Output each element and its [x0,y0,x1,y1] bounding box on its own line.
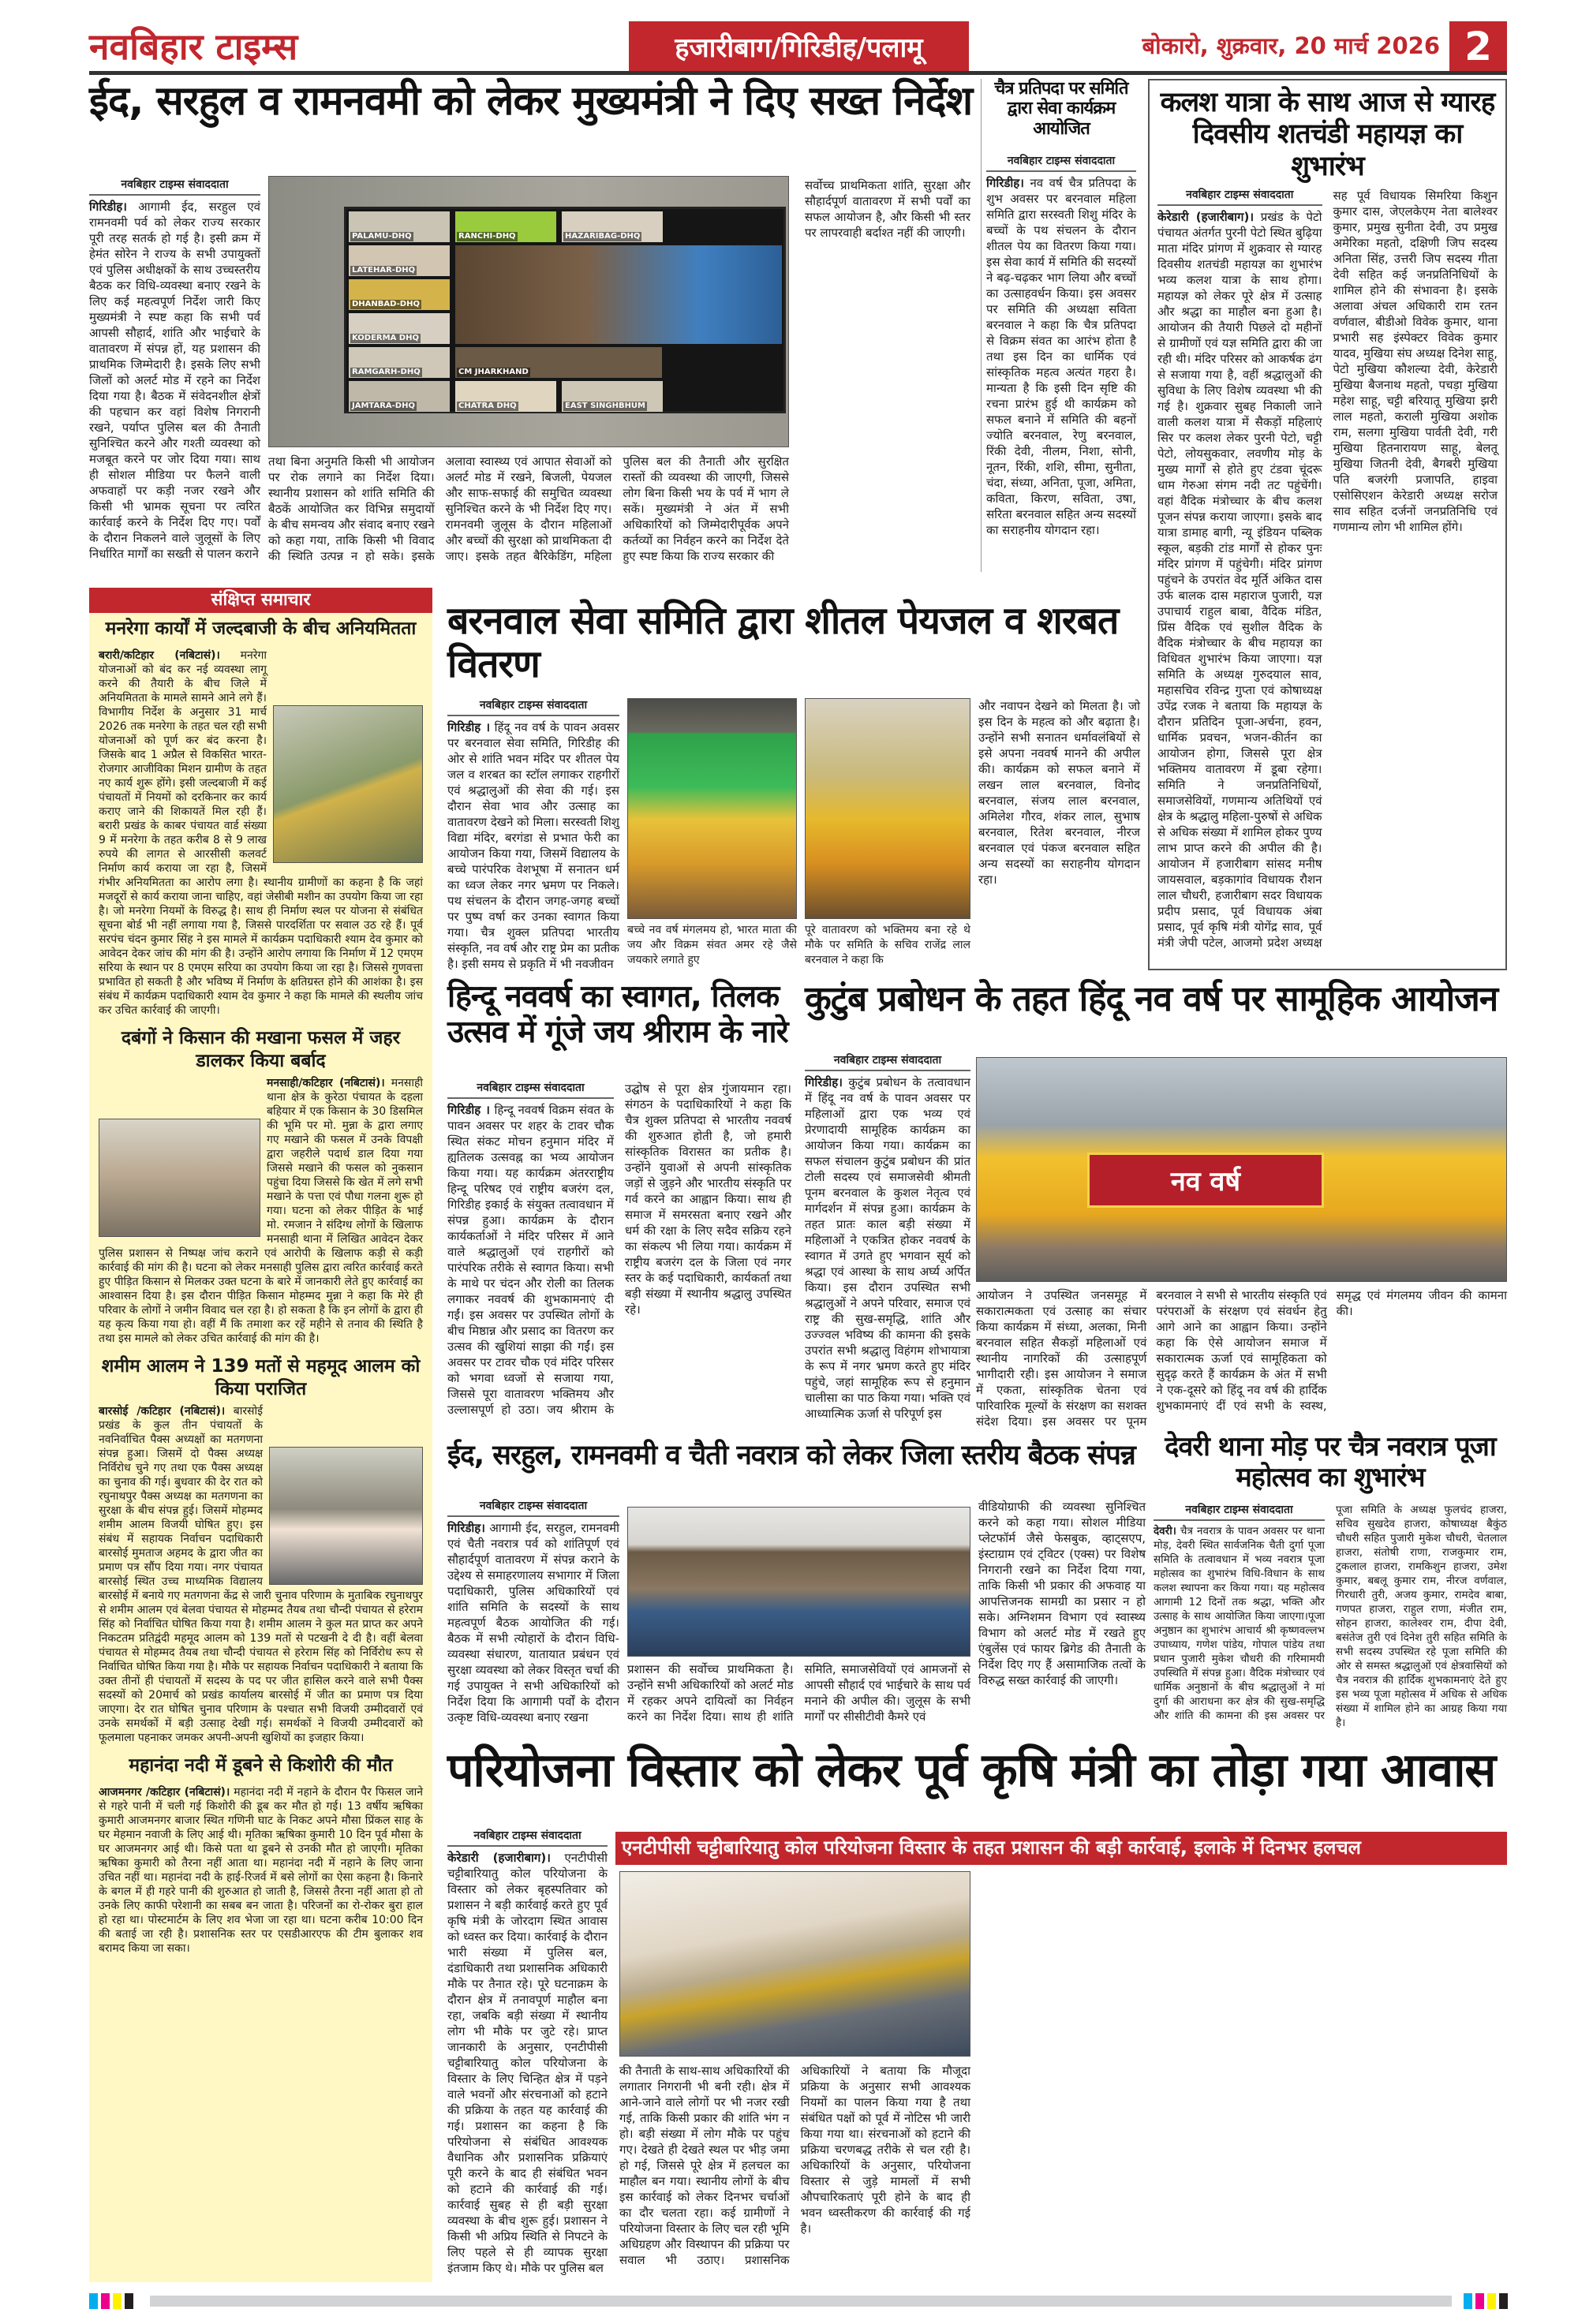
color-swatch [1499,2293,1508,2309]
devri-headline: देवरी थाना मोड़ पर चैत्र नवरात्र पूजा महोत्सव का शुभारंभ [1165,1431,1496,1494]
ntpc-headline: परियोजना विस्तार को लेकर पूर्व कृषि मंत्री का तोड़ा गया आवास [447,1743,1496,1797]
color-swatch [1487,2293,1496,2309]
devri-body: चैत्र नवरात्र के पावन अवसर पर थाना मोड़, देवरी स्थित सार्वजनिक चैती दुर्गा पूजा समिति के तत्वावधान में भव्य नवरात्र पूजा महोत्सव का शुभारंभ विधि-विधान के साथ कलश स्थापना कर किया गया। यह महोत्सव आगामी 12 दिनों तक श्रद्धा, भक्ति और उत्साह के साथ आयोजित किया जाएगा।पूजा अनुष्ठान का शुभारंभ आचार्य श्री कृष्णवल्लभ उपाध्याय, गणेश पांडेय, गोपाल पांडेय तथा प्रधान पुजारी मुकेश चौधरी की गरिमामयी उपस्थिति में संपन्न हुआ। वैदिक मंत्रोच्चार एवं धार्मिक अनुष्ठानों के बीच श्रद्धालुओं ने मां दुर्गा की आराधना कर क्षेत्र की सुख-समृद्धि और शांति की कामना की इस अवसर पर पूजा समिति के अध्यक्ष फुलचंद हाजरा, सचिव सुखदेव हाजरा, कोषाध्यक्ष बैकुंठ चौधरी सहित पुजारी मुकेश चौधरी, चेतलाल हाजरा, संतोषी राणा, राजकुमार राम, टुकलाल हाजरा, रामकिशुन हाजरा, उमेश कुमार, बबलू कुमार राम, नीरज वर्णवाल, गिरधारी तुरी, अजय कुमार, रामदेव बाबा, गणपत हाजरा, राहुल राणा, मंजीत राम, सोहन हाजरा, कालेश्वर राम, दीपा देवी, बसंतेज तुरी एवं दिनेश तुरी सहित समिति के सभी सदस्य उपस्थित रहे पूजा समिति की ओर से समस्त श्रद्धालुओं एवं क्षेत्रवासियों को चैत्र नवरात्र की हार्दिक शुभकामनाएं देते हुए इस भव्य पूजा महोत्सव में अधिक से अधिक संख्या में शामिल होने का आग्रह किया गया है। [1154,1504,1507,1729]
lead-body-2-box [268,454,789,572]
edition-label: हजारीबाग/गिरिडीह/पलामू [629,21,969,71]
dateline: केरेडारी (हजारीबाग)। [447,1851,551,1865]
brief-headline: मनरेगा कार्यों में जल्दबाजी के बीच अनियमितता [105,618,417,639]
masthead-rule [89,71,1507,75]
color-registration-right [1464,2293,1511,2312]
video-tile-label: CHATRA DHQ [458,402,517,410]
video-tile-label: RANCHI-DHQ [458,232,516,241]
dateline: बरारी/कटिहार (नबिटासं)। [99,649,220,662]
hindu-article [447,1081,791,1432]
barnwal-body-2: और नवापन देखने को मिलता है। जो इस दिन के महत्व को और बढ़ाता है। उन्होंने सभी सनातन धर्मावलंबियों से इसे अपना नववर्ष मानने की अपील की। कार्यक्रम को सफल बनाने में लखन लाल बरनवाल, विनोद बरनवाल, संजय लाल बरनवाल, अमिलेश गौरव, शंकर लाल, सुभाष बरनवाल, रितेश बरनवाल, नीरज बरनवाल एवं पंकज बरनवाल सहित अन्य सदस्यों का सराहनीय योगदान रहा। [978,699,1140,887]
byline: नवबिहार टाइम्स संवाददाता [1154,1503,1325,1521]
video-tile-label: KODERMA DHQ [352,334,419,342]
barnwal-headline: बरनवाल सेवा समिति द्वारा शीतल पेयजल व शरबत वितरण [447,599,1119,687]
page-number: 2 [1449,21,1507,71]
dateline: मनसाही/कटिहार (नबिटासं)। [267,1077,385,1089]
photo-banner: नव वर्ष [1087,1153,1324,1208]
ntpc-subheadline: एनटीपीसी चट्टीबारियातु कोल परियोजना विस्तार के तहत प्रशासन की बड़ी कार्रवाई, इलाके में दिनभर हलचल [615,1832,1507,1865]
barnwal-photo-women-group [805,698,970,919]
chaitra-body: नव वर्ष चैत्र प्रतिपदा के शुभ अवसर पर बरनवाल महिला समिति द्वारा सरस्वती शिशु मंदिर के बच्चों के पथ संचलन के दौरान शीतल पेय का वितरण किया गया। इस सेवा कार्य में समिति की सदस्यों ने बढ़-चढ़कर भाग लिया और बच्चों का उत्साहवर्धन किया। इस अवसर पर समिति की अध्यक्षा सविता बरनवाल ने कहा कि चैत्र प्रतिपदा से विक्रम संवत का आरंभ होता है तथा इस दिन का धार्मिक एवं सांस्कृतिक महत्व अत्यंत गहरा है। मान्यता है कि इसी दिन सृष्टि की रचना प्रारंभ हुई थी कार्यक्रम को सफल बनाने में समिति की बहनों ज्योति बरनवाल, रेणु बरनवाल, रिंकी देवी, नीलम, निशा, सोनी, नूतन, रिंकी, शशि, सीमा, सुनीता, चंदा, संध्या, अनिता, पूजा, अमिता, कविता, किरण, सविता, उषा, सरिता बरनवाल सहित अन्य सदस्यों का सराहनीय योगदान रहा। [986,176,1136,537]
dateline: गिरिडीह। [986,176,1024,190]
dateline: गिरिडीह। [447,1521,485,1535]
chaitra-article [986,154,1136,572]
lead-photo-video-conference [268,176,789,447]
video-tile-label: PALAMU-DHQ [352,232,412,241]
devri-article [1154,1503,1507,1736]
dateline: गिरिडीह । [447,720,491,734]
video-tile [349,211,450,242]
newspaper-title: नवबिहार टाइम्स [89,25,298,68]
video-tile-label: LATEHAR-DHQ [352,266,416,275]
video-tile-label: CM JHARKHAND [458,368,529,376]
byline: नवबिहार टाइम्स संवाददाता [447,1081,614,1099]
byline: नवबिहार टाइम्स संवाददाता [447,1499,619,1517]
barnwal-caption-1: बच्चे नव वर्ष मंगलमय हो, भारत माता की जय और विक्रम संवत अमर रहे जैसे जयकारे लगाते हुए [627,924,797,966]
dateline: देवरी। [1154,1525,1176,1538]
ntpc-body-cont [619,2063,970,2280]
kalash-headline: कलश यात्रा के साथ आज से ग्यारह दिवसीय शतचंडी महायज्ञ का शुभारंभ [1160,87,1495,182]
video-tile-label: DHANBAD-DHQ [352,300,420,308]
ntpc-body-right [978,1871,1507,2280]
issue-date: बोकारो, शुक्रवार, 20 मार्च 2026 [1142,32,1440,59]
brief-headline: महानंदा नदी में डूबने से किशोरी की मौत [129,1755,393,1776]
brief-item [89,1351,432,1750]
brief-item [89,613,432,1022]
brief-photo-farmer [99,1119,260,1237]
eid-headline: ईद, सरहुल, रामनवमी व चैती नवरात्र को लेकर जिला स्तरीय बैठक संपन्न [447,1440,1135,1471]
kutumb-body-cont [976,1287,1507,1432]
barnwal-article-col1 [447,698,619,974]
briefs-header: संक्षिप्त समाचार [89,588,432,613]
barnwal-photo-women-banner [627,698,797,919]
dateline: आजमनगर /कटिहार (नबिटासं)। [99,1786,230,1799]
video-tile [349,245,450,276]
byline: नवबिहार टाइम्स संवाददाता [89,177,260,196]
kutumb-headline: कुटुंब प्रबोधन के तहत हिंदू नव वर्ष पर सामूहिक आयोजन [805,979,1498,1019]
eid-body-cont [627,1661,970,1736]
video-tile [562,211,663,242]
eid-body: आगामी ईद, सरहुल, रामनवमी एवं चैती नवरात्र पर्व को शांतिपूर्ण एवं सौहार्दपूर्ण वातावरण में संपन्न कराने के उद्देश्य से समाहरणालय सभागार में जिला पदाधिकारी, पुलिस अधिकारियों एवं शांति समिति के सदस्यों के साथ महत्वपूर्ण बैठक आयोजित की गई। बैठक में सभी त्योहारों के दौरान विधि-व्यवस्था संधारण, यातायात प्रबंधन एवं सुरक्षा व्यवस्था को लेकर विस्तृत चर्चा की गई उपायुक्त ने सभी अधिकारियों को निर्देश दिया कि आगामी पर्वों के दौरान उत्कृष्ट विधि-व्यवस्था बनाए रखना [447,1521,619,1724]
chaitra-headline: चैत्र प्रतिपदा पर समिति द्वारा सेवा कार्यक्रम आयोजित [994,79,1128,139]
barnwal-body-1: हिंदू नव वर्ष के पावन अवसर पर बरनवाल सेवा समिति, गिरिडीह की ओर से शांति भवन मंदिर पर शीतल पेय जल व शरबत का स्टॉल लगाकर राहगीरों एवं श्रद्धालुओं की सेवा की गई। इस दौरान सेवा भाव और उत्साह का वातावरण देखने को मिला। सरस्वती शिशु विद्या मंदिर, बरगंडा से प्रभात फेरी का आयोजन किया गया, जिसमें विद्यालय के बच्चे पारंपरिक वेशभूषा में सनातन धर्म का ध्वज लेकर नगर भ्रमण पर निकले। पथ संचलन के दौरान जगह-जगह बच्चों पर पुष्प वर्षा कर उनका स्वागत किया गया। चैत्र शुक्ल प्रतिपदा भारतीय संस्कृति, नव वर्ष और राष्ट्र प्रेम का प्रतीक है। इसी समय से प्रकृति में भी नवजीवन [447,720,619,971]
brief-body: मनसाही थाना क्षेत्र के कुरेठा पंचायत के दहला बहियार में एक किसान के 30 डिसमिल की भूमि पर मो. मुन्ना के द्वारा लगाए गए मखाने की फसल में उनके विपक्षी द्वारा जहरीले पदार्थ डाल दिया गया जिससे मखाने की फसल को नुकसान पहुंचा दिया जिससे कि खेत में लगे सभी मखाने के पत्ता एवं पौधा गलना शुरू हो गया। घटना को लेकर पीड़ित के भाई मो. रमजान ने संदिग्ध लोगों के खिलाफ मनसाही थाना में लिखित आवेदन देकर पुलिस प्रशासन से निष्पक्ष जांच कराने एवं आरोपी के खिलाफ कड़ी से कड़ी कार्रवाई की मांग की है। घटना को लेकर मनसाही पुलिस द्वारा त्वरित कार्रवाई करते हुए पीड़ित किसान से मिलकर उक्त घटना के बारे में जानकारी लेते हुए कार्रवाई का आश्वासन दिया है। इस दौरान पीड़ित किसान मोहम्मद मुन्ना ने कहा कि मेरे ही परिवार के लोगों ने जमीन विवाद चल रहा है। हो सकता है कि इन लोगों के द्वारा ही यह कृत्य किया गया हो। वहीं मैं कि तमाशा कर रहें महीने से तनाव की स्थिति है तथा इस मामले को लेकर उचित कार्रवाई की मांग की है। [99,1077,424,1345]
eid-body-right-text: वीडियोग्राफी की व्यवस्था सुनिश्चित करने को कहा गया। सोशल मीडिया प्लेटफॉर्म जैसे फेसबुक, व्हाट्सएप, इंस्टाग्राम एवं ट्विटर (एक्स) पर विशेष निगरानी रखने का निर्देश दिया गया, ताकि किसी भी प्रकार की अफवाह या आपत्तिजनक सामग्री का प्रसार न हो सके। अग्निशमन विभाग एवं स्वास्थ्य विभाग को अलर्ट मोड में रखते हुए एंबुलेंस एवं फायर ब्रिगेड की तैनाती के निर्देश दिए गए हैं असामाजिक तत्वों के विरुद्ध सख्त कार्रवाई की जाएगी। [978,1500,1146,1687]
kalash-body: प्रखंड के पेटो पंचायत अंतर्गत पुरनी पेटो स्थित बुढ़िया माता मंदिर प्रांगण में शुक्रवार से ग्यारह दिवसीय शतचंडी महायज्ञ का शुभारंभ भव्य कलश यात्रा के साथ होगा। महायज्ञ को लेकर पूरे क्षेत्र में उत्साह और श्रद्धा का माहौल बना हुआ है। आयोजन की तैयारी पिछले दो महीनों से ग्रामीणों एवं यज्ञ समिति द्वारा की जा रही थी। मंदिर परिसर को आकर्षक ढंग से सजाया गया है, वहीं श्रद्धालुओं की सुविधा के लिए विशेष व्यवस्था भी की गई है। शुक्रवार सुबह निकाली जाने वाली कलश यात्रा में सैकड़ों महिलाएं सिर पर कलश लेकर पुरनी पेटो, चट्टी पेटो, लोयसुकवार, लवणीय मोड़ के मुख्य मार्गों से होते हुए टंडवा चूंदरू धाम गेरुआ संगम नदी तट पहुंचेंगी। वहां वैदिक मंत्रोच्चार के बीच कलश पूजन संपन्न कराया जाएगा। इसके बाद यात्रा डामाह बागी, न्यू इंडियन पब्लिक स्कूल, बड़की टांड मार्गों से होकर पुनः मंदिर प्रांगण में पहुंचेगी। मंदिर प्रांगण पहुंचने के उपरांत वेद मूर्ति अंकित दास उर्फ बालक दास महाराज पुजारी, यज्ञ उपाचार्य राहुल बाबा, वैदिक मंडित, प्रिंस वैदिक एवं सुशील वैदिक के वैदिक मंत्रोच्चार के बीच महायज्ञ का विधिवत शुभारंभ किया जाएगा। यज्ञ समिति के अध्यक्ष गुरुदयाल साव, महासचिव रविन्द्र गुप्ता एवं कोषाध्यक्ष उपेंद्र रजक ने बताया कि महायज्ञ के दौरान प्रतिदिन पूजा-अर्चना, हवन, धार्मिक प्रवचन, भजन-कीर्तन का आयोजन होगा, जिससे पूरा क्षेत्र भक्तिमय वातावरण में डूबा रहेगा। समिति ने जनप्रतिनिधियों, समाजसेवियों, गणमान्य अतिथियों एवं क्षेत्र के श्रद्धालु महिला-पुरुषों से अधिक से अधिक संख्या में शामिल होकर पुण्य लाभ प्राप्त करने की अपील की है। आयोजन में हजारीबाग सांसद मनीष जायसवाल, बड़कागांव विधायक रौशन लाल चौधरी, हजारीबाग सदर विधायक प्रदीप प्रसाद, पूर्व विधायक अंबा प्रसाद, पूर्व कृषि मंत्री योगेंद्र साव, पूर्व मंत्री जेपी पटेल, आजमो प्रदेश अध्यक्ष सह पूर्व विधायक सिमरिया किशुन कुमार दास, जेएलकेएम नेता बालेश्वर कुमार, प्रमुख सुनीता देवी, उप प्रमुख अमेरिका महतो, दक्षिणी जिप सदस्य अनिता सिंह, उत्तरी जिप सदस्य गीता देवी सहित कई जनप्रतिनिधियों के शामिल होने की संभावना है। इसके अलावा अंचल अधिकारी राम रतन वर्णवाल, बीडीओ विवेक कुमार, थाना प्रभारी सह इंस्पेक्टर विवेक कुमार यादव, मुखिया संघ अध्यक्ष दिनेश साहू, पेटो मुखिया कौशल्या देवी, केरेडारी मुखिया बैजनाथ महतो, पचड़ा मुखिया महेश साहू, चट्टी बरियातू मुखिया झरी लाल महतो, कराली मुखिया अशोक राम, सलगा मुखिया पार्वती देवी, गरी मुखिया हितनारायण साहू, बेलतू मुखिया जितनी देवी, बैगबरी मुखिया पति बजरंगी प्रजापति, हाइवा एसोसिएशन केरेडारी अध्यक्ष सरोज साव सहित दर्जनों जनप्रतिनिधि एवं गणमान्य लोग भी शामिल होंगे। [1157,189,1498,950]
eid-article-col1 [447,1499,619,1736]
video-tile [455,211,556,242]
lead-headline: ईद, सरहुल व रामनवमी को लेकर मुख्यमंत्री ने दिए सख्त निर्देश [89,78,973,125]
kutumb-article [805,1053,970,1432]
brief-item [89,1022,432,1351]
brief-photo-winners [269,1447,423,1585]
video-tile-label: JAMTARA-DHQ [352,402,415,410]
color-swatch [101,2293,110,2309]
dateline: गिरिडीह। [89,200,127,214]
dateline: केरेडारी (हजारीबाग)। [1157,210,1255,224]
video-tile [349,313,450,344]
brief-headline: शमीम आलम ने 139 मतों से महमूद आलम को किया पराजित [101,1356,421,1399]
column-divider [981,79,982,572]
ntpc-photo-demolition [619,1871,970,2057]
video-tile [562,381,663,412]
byline: नवबिहार टाइम्स संवाददाता [805,1053,970,1071]
kutumb-photo-procession [976,1057,1507,1282]
footer-bar [150,2296,1452,2307]
ntpc-article-col1 [447,1829,608,2280]
eid-body-right [978,1499,1146,1736]
byline: नवबिहार टाइम्स संवाददाता [1157,188,1322,206]
ntpc-body-cont-text: की तैनाती के साथ-साथ अधिकारियों की लगातार निगरानी भी बनी रही। क्षेत्र में आने-जाने वाले लोगों पर भी नजर रखी गई, ताकि किसी प्रकार की शांति भंग न हो। बड़ी संख्या में लोग मौके पर पहुंच गए। देखते ही देखते स्थल पर भीड़ जमा हो गई, जिससे पूरे क्षेत्र में हलचल का माहौल बन गया। स्थानीय लोगों के बीच इस कार्रवाई को लेकर दिनभर चर्चाओं का दौर चलता रहा। कई ग्रामीणों ने परियोजना विस्तार के लिए चल रही भूमि अधिग्रहण और विस्थापन की प्रक्रिया पर सवाल भी उठाए। प्रशासनिक अधिकारियों ने बताया कि मौजूदा प्रक्रिया के अनुसार सभी आवश्यक नियमों का पालन किया गया है तथा संबंधित पक्षों को पूर्व में नोटिस भी जारी किया गया था। संरचनाओं को हटाने की प्रक्रिया चरणबद्ध तरीके से चल रही है। अधिकारियों के अनुसार, परियोजना विस्तार से जुड़े मामलों में सभी औपचारिकताएं पूरी होने के बाद ही भवन ध्वस्तीकरण की कार्रवाई की गई है। [619,2064,970,2267]
byline: नवबिहार टाइम्स संवाददाता [447,698,619,716]
dateline: गिरिडीह। [805,1075,843,1089]
byline: नवबिहार टाइम्स संवाददाता [447,1829,608,1847]
dateline: बारसोई /कटिहार (नबिटासं)। [99,1405,226,1418]
video-tile-label: RAMGARH-DHQ [352,368,421,376]
barnwal-caption-2: पूरे वातावरण को भक्तिमय बना रहे थे मौके पर समिति के सचिव राजेंद्र लाल बरनवाल ने कहा कि [805,924,970,966]
tv-screen [344,207,786,413]
dateline: गिरिडीह । [447,1103,490,1117]
eid-photo-meeting [627,1507,970,1657]
color-registration-left [89,2293,136,2312]
brief-body: बारसोई प्रखंड के कुल तीन पंचायतों के नवनिर्वाचित पैक्स अध्यक्षों का मतगणना संपन्न हुआ। जिसमें दो पैक्स अध्यक्ष निर्विरोध चुने गए तथा एक पैक्स अध्यक्ष का चुनाव की गई। बुधवार की देर रात को रघुनाथपुर पैक्स अध्यक्ष का मतगणना का सुरक्षा के बीच संपन्न हुई। जिसमें मोहम्मद शमीम आलम विजयी घोषित हुए। इस संबंध में सहायक निर्वाचन पदाधिकारी बारसोई मुमताज अहमद के द्वारा जीत का प्रमाण पत्र सौंप दिया गया। नगर पंचायत बारसोई स्थित उच्च माध्यमिक विद्यालय बारसोई में बनाये गए मतगणना केंद्र से जारी चुनाव परिणाम के मुताबिक रघुनाथपुर से शमीम आलम एवं बेलवा पंचायत से मोहम्मद तैयब तथा चौन्दी पंचायत से हरेराम सिंह को निर्वाचित घोषित किया गया है। शमीम आलम ने कुल मत प्राप्त कर अपने निकटतम प्रतिद्वंदी महमूद आलम को 139 मतों से पटखनी दे दी है। वहीं बेलवा पंचायत से मोहम्मद तैयब तथा चौन्दी पंचायत से हरेराम सिंह को निर्विरोध रूप से निर्वाचित घोषित किया गया है। मौके पर सहायक निर्वाचन पदाधिकारी ने बताया कि उक्त तीनों ही पंचायतों में सदस्य के पद पर जीत हासिल करने वाले सभी पैक्स सदस्यों को 20मार्च को प्रखंड कार्यालय बारसोई में जीत का प्रमाण पत्र दिया जाएगा। देर रात घोषित चुनाव परिणाम के पश्चात सभी विजयी उम्मीदवारों एवं उनके समर्थकों में बड़ी उत्साह देखी गई। समर्थकों ने विजयी उम्मीदवारों को फूलमाला पहनाकर जमकर अपनी-अपनी खुशियों का इजहार किया। [99,1405,423,1744]
kutumb-body-cont-text: आयोजन ने उपस्थित जनसमूह में सकारात्मकता एवं उत्साह का संचार किया कार्यक्रम में संध्या, अलका, मिनी बरनवाल सहित सैकड़ों महिलाओं एवं स्थानीय नागरिकों की उत्साहपूर्ण भागीदारी रही। इस आयोजन ने समाज में एकता, सांस्कृतिक चेतना एवं पारिवारिक मूल्यों के संरक्षण का सशक्त संदेश दिया। इस अवसर पर पूनम बरनवाल ने सभी से भारतीय संस्कृति एवं परंपराओं के संरक्षण एवं संवर्धन हेतु आगे आने का आह्वान किया। उन्होंने कहा कि ऐसे आयोजन समाज में सकारात्मक ऊर्जा एवं सामूहिकता को सुदृढ़ करते हैं कार्यक्रम के अंत में सभी ने एक-दूसरे को हिंदू नव वर्ष की हार्दिक शुभकामनाएं दीं एवं सभी के स्वस्थ, समृद्ध एवं मंगलमय जीवन की कामना की। [976,1288,1507,1429]
brief-body: मनरेगा योजनाओं को बंद कर नई व्यवस्था लागू करने की तैयारी के बीच जिले में अनियमितता के मामले सामने आने लगे हैं। विभागीय निर्देश के अनुसार 31 मार्च 2026 तक मनरेगा के तहत चल रही सभी योजनाओं को पूर्ण कर बंद करना है। जिसके बाद 1 अप्रैल से विकसित भारत-रोजगार आजीविका मिशन ग्रामीण के तहत नए कार्य शुरू होंगे। इसी जल्दबाजी में कई पंचायतों में नियमों को दरकिनार कर कार्य कराए जाने की शिकायतें मिल रही हैं। बरारी प्रखंड के काबर पंचायत वार्ड संख्या 9 में मनरेगा के तहत करीब 8 से 9 लाख रुपये की लागत से आरसीसी कलवर्ट निर्माण कार्य कराया जा रहा है, जिसमें गंभीर अनियमितता का आरोप लगा है। स्थानीय ग्रामीणों का कहना है कि जहां मजदूरों से कार्य कराया जाना चाहिए, वहां जेसीबी मशीन का उपयोग किया जा रहा है। जो मनरेगा नियमों के विरुद्ध है। साथ ही निर्माण स्थल पर योजना से संबंधित सूचना बोर्ड भी नहीं लगाया गया है, जिससे पारदर्शिता पर सवाल उठ रहे हैं। पूर्व सरपंच चंदन कुमार सिंह ने इस मामले में कार्यक्रम पदाधिकारी श्याम देव कुमार को आवेदन देकर जांच की मांग की है। उन्होंने आरोप लगाया कि निर्माण में 12 एमएम सरिया के स्थान पर 8 एमएम सरिया का उपयोग किया जा रहा है। जिससे गुणवत्ता प्रभावित हो सकती है और भविष्य में निर्माण के क्षतिग्रस्त होने की आशंका है। इस संबंध में कार्यक्रम पदाधिकारी श्याम देव कुमार ने कहा कि मामले की स्थलीय जांच कर उचित कार्रवाई की जाएगी। [99,649,423,1017]
lead-body-2: तथा बिना अनुमति किसी भी आयोजन पर रोक लगाने का निर्देश दिया। स्थानीय प्रशासन को शांति समिति की बैठकें आयोजित कर विभिन्न समुदायों के बीच समन्वय और संवाद बनाए रखने को कहा गया, ताकि किसी भी विवाद की स्थिति उत्पन्न न हो सके। इसके अलावा स्वास्थ्य एवं आपात सेवाओं को अलर्ट मोड में रखने, बिजली, पेयजल और साफ-सफाई की समुचित व्यवस्था सुनिश्चित करने के भी निर्देश दिए गए। रामनवमी जुलूस के दौरान महिलाओं और बच्चों की सुरक्षा को प्राथमिकता दी जाए। इसके तहत बैरिकेडिंग, महिला पुलिस बल की तैनाती और सुरक्षित रास्तों की व्यवस्था की जाएगी, जिससे लोग बिना किसी भय के पर्व में भाग ले सकें। मुख्यमंत्री ने अंत में सभी अधिकारियों को जिम्मेदारीपूर्वक अपने कर्तव्यों का निर्वहन करने का निर्देश देते हुए स्पष्ट किया कि राज्य सरकार की [268,454,789,563]
video-tile [455,381,556,412]
eid-body-cont-text: प्रशासन की सर्वोच्च प्राथमिकता है। उन्होंने सभी अधिकारियों को अलर्ट मोड में रहकर अपने दायित्वों का निर्वहन करने का निर्देश दिया। साथ ही शांति समिति, समाजसेवियों एवं आमजनों से आपसी सौहार्द एवं भाईचारे के साथ पर्व मनाने की अपील की। जुलूस के सभी मार्गों पर सीसीटीवी कैमरे एवं [627,1662,970,1724]
brief-body: महानंदा नदी में नहाने के दौरान पैर फिसल जाने से गहरे पानी में चली गई किशोरी की डूब कर मौत हो गई। 13 वर्षीय ऋषिका कुमारी आजमनगर बाजार स्थित गणिनी घाट के निकट अपने मौसा प्रिंकल साह के घर मेहमान नवाजी के लिए आई थी। मृतिका ऋषिका कुमारी 10 दिन पूर्व मौसा के घर आजमनगर आई थी। किसे पता था डूबने से उनकी मौत हो जाएगी। मृतिका ऋषिका कुमारी को तैरना नहीं आता था। महानंदा नदी में नहाने के लिए जाना उचित नहीं था। महानंदा नदी के हाई-रिजर्व में बसे लोगों का ऐसा कहना है। किनारे के बगल में ही गहरे पानी की शुरुआत हो जाती है, जिससे तैरना नहीं आता हो तो उनके लिए काफी परेशानी का सबब बन जाता है। परिजनों का रो-रोकर बुरा हाल हो रहा था। पोस्टमार्टम के लिए शव भेजा जा रहा था। घटना करीब 10:00 दिन की बताई जा रही है। प्रशासनिक स्तर पर एसडीआरएफ की टीम बुलाकर शव बरामद किया जा सका। [99,1786,424,1955]
video-tile [349,347,450,378]
ntpc-body: एनटीपीसी चट्टीबारियातु कोल परियोजना के विस्तार को लेकर बृहस्पतिवार को प्रशासन ने बड़ी कार्रवाई करते हुए पूर्व कृषि मंत्री के जोरदाग स्थित आवास को ध्वस्त कर दिया। कार्रवाई के दौरान भारी संख्या में पुलिस बल, दंडाधिकारी तथा प्रशासनिक अधिकारी मौके पर तैनात रहे। पूरे घटनाक्रम के दौरान क्षेत्र में तनावपूर्ण माहौल बना रहा, जबकि बड़ी संख्या में स्थानीय लोग भी मौके पर जुटे रहे। प्राप्त जानकारी के अनुसार, एनटीपीसी चट्टीबारियातु कोल परियोजना के विस्तार के लिए चिन्हित क्षेत्र में पड़ने वाले भवनों और संरचनाओं को हटाने की प्रक्रिया के तहत यह कार्रवाई की गई। प्रशासन का कहना है कि परियोजना से संबंधित आवश्यक वैधानिक और प्रशासनिक प्रक्रियाएं पूरी करने के बाद ही संबंधित भवन को हटाने की कार्रवाई की गई। कार्रवाई सुबह से ही बड़ी सुरक्षा व्यवस्था के बीच शुरू हुई। प्रशासन ने किसी भी अप्रिय स्थिति से निपटने के लिए पहले से ही व्यापक सुरक्षा इंतजाम किए थे। मौके पर पुलिस बल [447,1851,608,2275]
lead-body-1: आगामी ईद, सरहुल एवं रामनवमी पर्व को लेकर राज्य सरकार पूरी तरह सतर्क हो गई है। इसी क्रम में हेमंत सोरेन ने राज्य के सभी उपायुक्तों एवं पुलिस अधीक्षकों के साथ उच्चस्तरीय बैठक कर विधि-व्यवस्था बनाए रखने के लिए कई महत्वपूर्ण निर्देश जारी किए मुख्यमंत्री ने स्पष्ट कहा कि सभी पर्व आपसी सौहार्द, शांति और भाईचारे के वातावरण में संपन्न हों, यह प्रशासन की प्राथमिक जिम्मेदारी है। इसके लिए सभी जिलों को अलर्ट मोड में रहने का निर्देश दिया गया है। बैठक में संवेदनशील क्षेत्रों की पहचान कर वहां विशेष निगरानी रखने, पर्याप्त पुलिस बल की तैनाती सुनिश्चित करने और गश्ती व्यवस्था को मजबूत करने पर जोर दिया गया। साथ ही सोशल मीडिया पर फैलने वाली अफवाहों पर कड़ी नजर रखने और किसी भी भ्रामक सूचना पर त्वरित कार्रवाई करने के निर्देश दिए गए। पर्वों के दौरान निकलने वाले जुलूसों के लिए निर्धारित मार्गों का सख्ती से पालन कराने [89,200,260,561]
video-tile [349,381,450,412]
brief-photo-jcb [273,705,423,863]
video-tile [349,279,450,310]
hindu-body: हिन्दू नववर्ष विक्रम संवत के पावन अवसर पर शहर के टावर चौक स्थित संकट मोचन हनुमान मंदिर में ह्यतिलक उत्सवह्न का भव्य आयोजन किया गया। यह कार्यक्रम अंतरराष्ट्रीय हिन्दू परिषद एवं राष्ट्रीय बजरंग दल, गिरिडीह इकाई के संयुक्त तत्वावधान में संपन्न हुआ। कार्यक्रम के दौरान कार्यकर्ताओं ने मंदिर परिसर में आने वाले श्रद्धालुओं एवं राहगीरों को पारंपरिक तरीके से स्वागत किया। सभी के माथे पर चंदन और रोली का तिलक लगाकर नववर्ष की शुभकामनाएं दी गईं। इस अवसर पर उपस्थित लोगों के बीच मिष्ठान्न और प्रसाद का वितरण कर उत्सव की खुशियां साझा की गईं। इस अवसर पर टावर चौक एवं मंदिर परिसर को भगवा ध्वजों से सजाया गया, जिससे पूरा वातावरण भक्तिमय और उल्लासपूर्ण हो उठा। जय श्रीराम के उद्घोष से पूरा क्षेत्र गुंजायमान रहा। संगठन के पदाधिकारियों ने कहा कि चैत्र शुक्ल प्रतिपदा से भारतीय नववर्ष की शुरुआत होती है, जो हमारी सांस्कृतिक विरासत का प्रतीक है। उन्होंने युवाओं से अपनी सांस्कृतिक जड़ों से जुड़ने और भारतीय संस्कृति पर गर्व करने का आह्वान किया। साथ ही समाज में समरसता बनाए रखने और धर्म की रक्षा के लिए सदैव सक्रिय रहने का संकल्प भी लिया गया। कार्यक्रम में राष्ट्रीय बजरंग दल के जिला एवं नगर स्तर के कई पदाधिकारी, कार्यकर्ता तथा बड़ी संख्या में स्थानीय श्रद्धालु उपस्थित रहे। [447,1082,791,1417]
brief-item [89,1750,432,1960]
brief-headline: दबंगों ने किसान की मखाना फसल में जहर डालकर किया बर्बाद [121,1028,401,1071]
byline: नवबिहार टाइम्स संवाददाता [986,154,1136,172]
barnwal-body-2-box [978,698,1140,974]
briefs-column [89,588,432,2282]
cm-video-feed [455,245,782,344]
video-tile-label: HAZARIBAG-DHQ [565,232,641,241]
kalash-article [1157,188,1498,962]
hindu-headline: हिन्दू नववर्ष का स्वागत, तिलक उत्सव में गूंजे जय श्रीराम के नारे [447,979,788,1050]
lead-body-3: सर्वोच्च प्राथमिकता शांति, सुरक्षा और सौहार्दपूर्ण वातावरण में सभी पर्वों का सफल आयोजन है, और किसी भी स्तर पर लापरवाही बर्दाश्त नहीं की जाएगी। [805,178,970,240]
color-swatch [113,2293,122,2309]
lead-body-3-box [805,177,970,572]
video-tile-label: EAST SINGHBHUM [565,402,646,410]
kutumb-body: कुटुंब प्रबोधन के तत्वावधान में हिंदू नव वर्ष के पावन अवसर पर महिलाओं द्वारा एक भव्य एवं प्रेरणादायी सामूहिक कार्यक्रम का आयोजन किया गया। कार्यक्रम का सफल संचालन कुटुंब प्रबोधन की प्रांत टोली सदस्य एवं समाजसेवी श्रीमती पूनम बरनवाल के कुशल नेतृत्व एवं मार्गदर्शन में संपन्न हुआ। कार्यक्रम के तहत प्रातः काल बड़ी संख्या में महिलाओं ने एकत्रित होकर नववर्ष के स्वागत में उगते हुए भगवान सूर्य को श्रद्धा एवं आस्था के साथ अर्घ्य अर्पित किया। इस दौरान उपस्थित सभी श्रद्धालुओं ने अपने परिवार, समाज एवं राष्ट्र की सुख-समृद्धि, शांति और उज्ज्वल भविष्य की कामना की इसके उपरांत सभी श्रद्धालु विहंगम शोभायात्रा के रूप में नगर भ्रमण करते हुए मंदिर पहुंचे, जहां सामूहिक रूप से हनुमान चालीसा का पाठ किया गया। भक्ति एवं आध्यात्मिक ऊर्जा से परिपूर्ण इस [805,1075,970,1421]
lead-article-col1 [89,177,260,572]
color-swatch [89,2293,98,2309]
video-tile [455,347,662,378]
color-swatch [1475,2293,1484,2309]
color-swatch [1464,2293,1472,2309]
color-swatch [125,2293,133,2309]
